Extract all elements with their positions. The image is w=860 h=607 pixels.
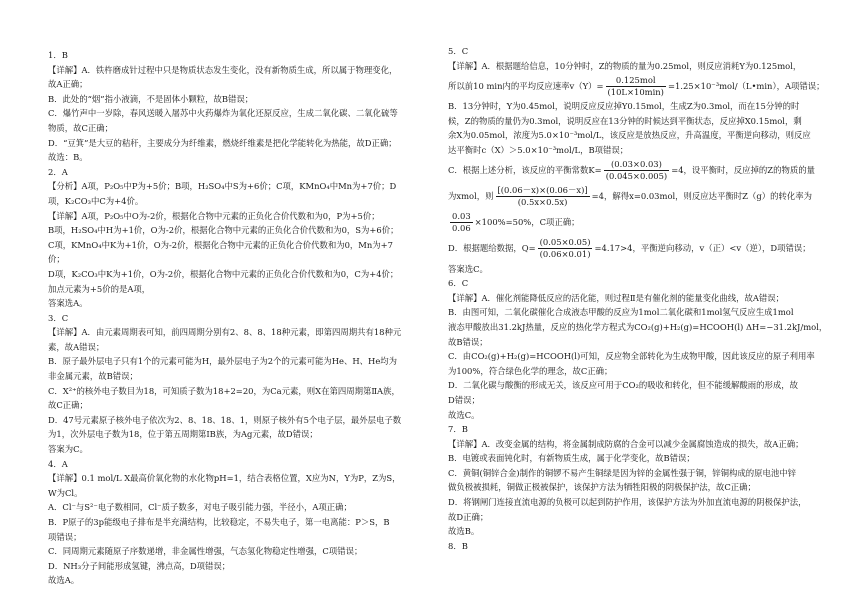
text-line: 为100%，符合绿色化学的理念，故C正确； — [448, 365, 613, 376]
text-line: B．P原子的3p能级电子排布是半充满结构，比较稳定，不易失电子，第一电离能：P＞S，B — [48, 517, 390, 527]
left-column — [48, 48, 428, 588]
text-line: D．47号元素原子核外电子依次为2、8、18、18、1，则原子核外有5个电子层，最外层电子数 — [48, 414, 402, 425]
rate-prefix: 所以前10 min内的平均反应速率v（Y）= — [448, 80, 604, 91]
k-formula-line — [448, 158, 840, 184]
text-line: 3．C — [48, 312, 69, 323]
text-line: 故B错误； — [448, 336, 488, 347]
text-line: C．X²⁺的核外电子数目为18，可知质子数为18+2=20，为Ca元素，则X在第四周期第ⅡA族， — [48, 385, 400, 396]
text-line: B．此处的“烟”指小液滴，不是固体小颗粒，故B错误； — [48, 93, 254, 104]
x-suffix: =4，解得x=0.03mol，则反应达平衡时Z（g）的转化率为 — [591, 191, 812, 202]
text-line: C项，KMnO₄中K为+1价，O为-2价，根据化合物中元素的正负化合价代数和为0，Mn为+7 — [48, 239, 394, 250]
rate-formula-line — [448, 73, 840, 99]
k-numerator: (0.03×0.03) — [604, 159, 670, 171]
text-line: C．由CO₂(g)+H₂(g)=HCOOH(l)可知，反应物全部转化为生成物甲酸，因此该反应的原子利用率 — [448, 351, 815, 362]
q-suffix: =4.17>4，平衡逆向移动，v（正）<v（逆），D项错误； — [594, 243, 811, 254]
text-line: D项，K₂CO₃中K为+1价，O为-2价，根据化合物中元素的正负化合价代数和为0，C为+4价； — [48, 268, 399, 279]
text-line: D．NH₃分子间能形成氢键，沸点高，D项错误； — [48, 560, 231, 571]
text-line: C．黄铜(铜锌合金)制作的铜锣不易产生铜绿是因为锌的金属性强于铜，锌铜构成的原电池中锌 — [448, 467, 796, 478]
text-line: C．同周期元素随原子序数递增，非金属性增强，气态氢化物稳定性增强，C项错误； — [48, 546, 363, 557]
text-line: 1．B — [48, 50, 68, 60]
text-line: 2．A — [48, 166, 68, 177]
text-line: 为1，次外层电子数为18，位于第五周期第ⅠB族，为Ag元素，故D错误； — [48, 429, 318, 440]
conversion-suffix: ×100%=50%，C项正确； — [474, 217, 580, 228]
text-line: 余X为0.05mol，浓度为5.0×10⁻³mol/L，该反应是放热反应，升高温度，平衡逆向移动，则反应 — [448, 130, 811, 141]
text-line: 【详解】A．由元素周期表可知，前四周期分别有2、8、8、18种元素，即第四周期共有18种元 — [48, 327, 402, 338]
k-prefix: C．根据上述分析，该反应的平衡常数K= — [448, 165, 602, 176]
text-line: 加点元素为+5价的是A项， — [48, 283, 151, 294]
text-line: 故A正确； — [48, 79, 88, 90]
text-line: B项，H₂SO₄中H为+1价，O为-2价，根据化合物中元素的正负化合价代数和为0，S为+6价； — [48, 225, 399, 236]
k-suffix: =4，设平衡时，反应掉的Z的物质的量 — [671, 165, 815, 176]
x-prefix: 为xmol，则 — [448, 191, 494, 202]
text-line: 【详解】A．根据题给信息，10分钟时，Z的物质的量为0.25mol，则反应消耗Y为0.125mol， — [448, 60, 802, 71]
x-numerator: [(0.06－x)×(0.06－x)] — [497, 185, 588, 196]
text-line: B．13分钟时，Y为0.45mol，说明反应反应掉Y0.15mol，生成Z为0.3mol，而在15分钟的时 — [448, 101, 800, 112]
rate-denominator: (10L×10min) — [607, 86, 664, 97]
text-line: 故选：B。 — [48, 152, 88, 163]
conversion-denominator: 0.06 — [452, 223, 471, 234]
text-line: 项错误； — [48, 531, 82, 542]
rate-suffix: =1.25×10⁻³mol/（L•min），A项错误； — [667, 80, 825, 91]
text-line: 故选A。 — [48, 575, 80, 586]
q-formula-line — [448, 236, 840, 262]
text-line: 候，Z的物质的量仍为0.3mol，说明反应在13分钟的时候达到平衡状态，反应掉X0.15mol，剩 — [448, 115, 802, 126]
right-column — [448, 44, 840, 553]
text-line: B．原子最外层电子只有1个的元素可能为H，最外层电子为2个的元素可能为He、H、He均为 — [48, 356, 398, 367]
text-line: B．电镀或表面钝化时，有新物质生成，属于化学变化，故B错误； — [448, 453, 695, 464]
q-denominator: (0.06×0.01) — [539, 249, 591, 260]
text-line: 【详解】A．改变金属的结构，将金属制成防腐的合金可以减少金属腐蚀造成的损失，故A正确； — [448, 438, 804, 449]
text-line: 故D正确； — [448, 511, 489, 522]
text-line: 价； — [48, 254, 65, 265]
conversion-numerator: 0.03 — [452, 211, 471, 222]
text-line: B．由图可知，二氧化碳催化合成液态甲酸的反应为1mol二氧化碳和1mol氢气反应生成1mol — [448, 307, 794, 318]
text-line: D．“豆箕”是大豆的秸秆，主要成分为纤维素，燃烧纤维素是把化学能转化为热能，故D正确； — [48, 137, 397, 148]
text-line: 6．C — [448, 278, 469, 289]
text-line: 【详解】A．铁杵磨成针过程中只是物质状态发生变化，没有新物质生成，所以属于物理变化， — [48, 64, 398, 75]
text-line: 物质，故C正确； — [48, 122, 114, 133]
x-denominator: (0.5x×0.5x) — [517, 197, 568, 208]
text-line: 项，K₂CO₃中C为+4价。 — [48, 195, 144, 206]
k-denominator: (0.045×0.005) — [605, 171, 668, 182]
text-line: 达平衡时c（X）＞5.0×10⁻³mol/L，B项错误； — [448, 144, 629, 155]
q-numerator: (0.05×0.05) — [539, 237, 591, 248]
text-line: 故C正确； — [48, 400, 88, 411]
text-line: 【详解】A．催化剂能降低反应的活化能，则过程Ⅱ是有催化剂的能量变化曲线，故A错误； — [448, 292, 785, 303]
text-line: W为Cl。 — [48, 487, 83, 498]
text-line: D错误； — [448, 394, 480, 405]
rate-numerator: 0.125mol — [606, 75, 666, 87]
text-line: 非金属元素，故B错误； — [48, 371, 138, 382]
text-line: 【详解】A项，P₂O₅中O为-2价，根据化合物中元素的正负化合价代数和为0，P为+5价； — [48, 210, 380, 221]
text-line: 答案选A。 — [48, 298, 88, 309]
text-line: D．将钢闸门连接直流电源的负极可以起到防护作用，该保护方法为外加直流电源的阴极保护法， — [448, 497, 807, 508]
text-line: C．爆竹声中一岁除，春风送暖入屠苏中火药爆炸为氧化还原反应，生成二氧化碳、二氧化硫等 — [48, 108, 398, 119]
text-line: 5．C — [448, 46, 469, 56]
text-line: 液态甲酸放出31.2kJ热量，反应的热化学方程式为CO₂(g)+H₂(g)=HCOOH(l) ΔH=−31.2kJ/mol， — [448, 321, 828, 332]
text-line: 答案选C。 — [448, 263, 488, 274]
rate-fraction — [606, 75, 666, 98]
text-line: 【分析】A项，P₂O₅中P为+5价；B项，H₂SO₄中S为+6价；C项，KMnO₄中Mn为+7价；D — [48, 181, 397, 192]
k-fraction — [604, 159, 670, 182]
text-line: 素，故A错误； — [48, 341, 105, 352]
text-line: 7．B — [448, 424, 468, 435]
conversion-formula-line — [448, 210, 840, 236]
text-line: 答案为C。 — [48, 444, 88, 455]
x-formula-line — [448, 184, 840, 210]
text-line: 故选B。 — [448, 526, 480, 537]
text-line: 【详解】0.1 mol/L X最高价氧化物的水化物pH=1，结合表格位置，X应为N，Y为P，Z为S， — [48, 473, 401, 484]
x-fraction — [496, 185, 590, 208]
text-line: A．Cl⁻与S²⁻电子数相同，Cl⁻质子数多，对电子吸引能力强，半径小，A项正确； — [48, 502, 352, 513]
conversion-fraction — [450, 211, 473, 234]
text-line: 做负极被损耗，铜做正极被保护，该保护方法为牺牲阳极的阴极保护法，故C正确； — [448, 482, 756, 493]
text-line: D．二氧化碳与酸衡的形成无关，该反应可用于CO₂的吸收和转化，但不能缓解酸雨的形成，故 — [448, 380, 798, 391]
q-prefix: D．根据题给数据，Q= — [448, 243, 536, 254]
text-line: 故选C。 — [448, 409, 480, 420]
text-line: 8．B — [448, 540, 468, 551]
text-line: 4．A — [48, 458, 68, 469]
q-fraction — [538, 237, 593, 260]
